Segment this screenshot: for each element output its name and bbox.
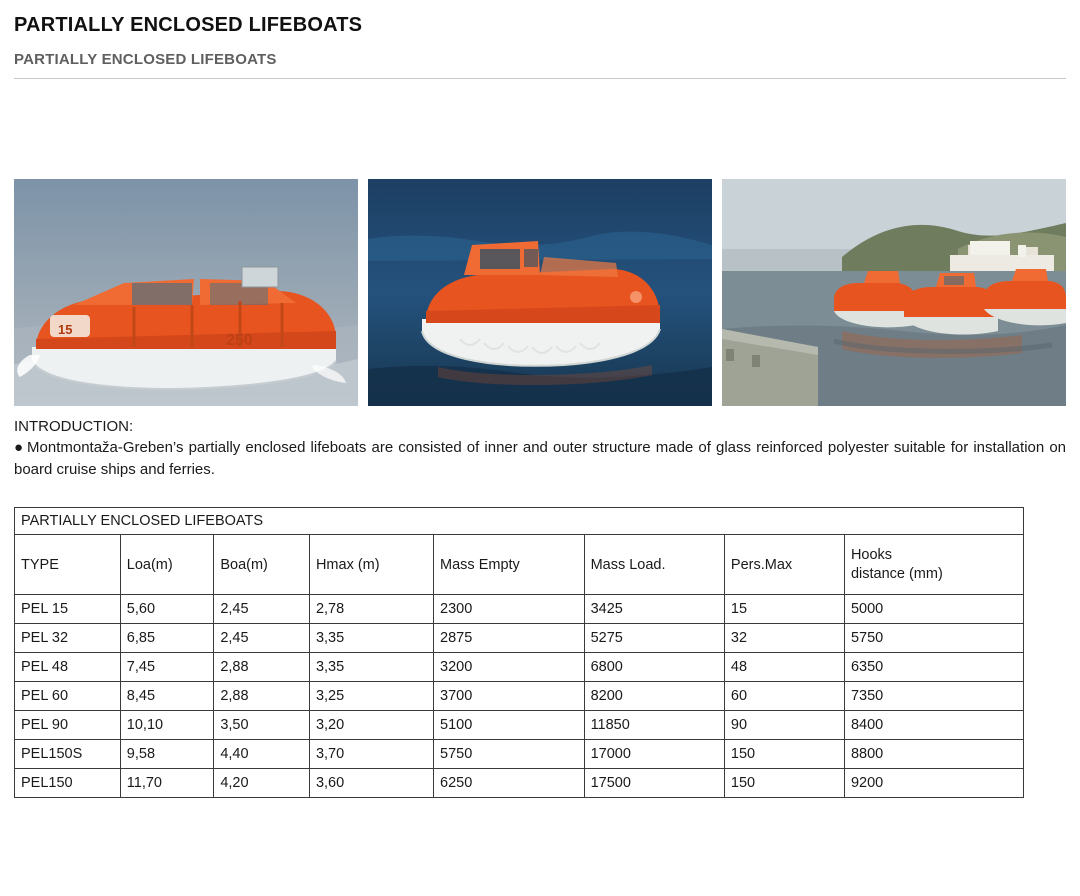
- cell-pers-max: 15: [724, 595, 844, 624]
- cell-loa: 11,70: [120, 769, 214, 798]
- cell-hmax: 2,78: [309, 595, 433, 624]
- cell-loa: 10,10: [120, 711, 214, 740]
- cell-loa: 9,58: [120, 740, 214, 769]
- table-header-row: [15, 535, 1024, 595]
- cell-boa: 3,50: [214, 711, 310, 740]
- photo-gallery: [14, 179, 1066, 406]
- cell-pers-max: 48: [724, 653, 844, 682]
- cell-hooks-distance: 6350: [844, 653, 1023, 682]
- cell-hmax: 3,35: [309, 624, 433, 653]
- cell-mass-empty: 2300: [434, 595, 585, 624]
- cell-mass-load: 17500: [584, 769, 724, 798]
- bullet-icon: ●: [14, 439, 25, 456]
- lifeboat-photo-floating: [368, 179, 712, 406]
- introduction-paragraph: Montmontaža-Greben’s partially enclosed lifeboats are consisted of inner and outer structure made of glass reinforced polyester suitable for installation on board cruise ships and ferries.: [14, 439, 1067, 478]
- introduction-label: INTRODUCTION:: [14, 418, 134, 435]
- introduction-text: [14, 437, 1066, 481]
- column-header-hooks-line1: Hooks: [850, 546, 893, 563]
- cell-hmax: 3,25: [309, 682, 433, 711]
- cell-loa: 6,85: [120, 624, 214, 653]
- table-row: [15, 595, 1024, 624]
- table-row: [15, 740, 1024, 769]
- cell-loa: 7,45: [120, 653, 214, 682]
- cell-mass-load: 17000: [584, 740, 724, 769]
- column-header-mass-load: Mass Load.: [584, 535, 724, 595]
- column-header-mass-empty: Mass Empty: [434, 535, 585, 595]
- cell-pers-max: 90: [724, 711, 844, 740]
- svg-text:15: 15: [58, 322, 73, 337]
- cell-hmax: 3,70: [309, 740, 433, 769]
- table-row: [15, 653, 1024, 682]
- lifeboat-photo-harbour: [722, 179, 1066, 406]
- cell-hooks-distance: 9200: [844, 769, 1023, 798]
- column-header-pers-max: Pers.Max: [724, 535, 844, 595]
- cell-boa: 4,20: [214, 769, 310, 798]
- table-row: [15, 624, 1024, 653]
- cell-boa: 2,88: [214, 653, 310, 682]
- specifications-table: [14, 507, 1024, 798]
- table-caption-row: [15, 508, 1024, 535]
- cell-mass-empty: 3700: [434, 682, 585, 711]
- cell-hmax: 3,60: [309, 769, 433, 798]
- cell-mass-load: 8200: [584, 682, 724, 711]
- cell-hooks-distance: 5000: [844, 595, 1023, 624]
- page-subtitle: PARTIALLY ENCLOSED LIFEBOATS: [14, 51, 277, 68]
- cell-mass-load: 6800: [584, 653, 724, 682]
- cell-type: PEL150S: [15, 740, 121, 769]
- table-row: [15, 682, 1024, 711]
- cell-mass-empty: 5100: [434, 711, 585, 740]
- svg-text:250: 250: [226, 332, 253, 349]
- cell-pers-max: 150: [724, 769, 844, 798]
- cell-mass-load: 3425: [584, 595, 724, 624]
- cell-boa: 2,88: [214, 682, 310, 711]
- table-caption: PARTIALLY ENCLOSED LIFEBOATS: [15, 508, 1024, 535]
- column-header-hooks-line2: distance (mm): [850, 565, 943, 582]
- cell-boa: 4,40: [214, 740, 310, 769]
- page-title: PARTIALLY ENCLOSED LIFEBOATS: [14, 14, 363, 36]
- cell-type: PEL 90: [15, 711, 121, 740]
- cell-type: PEL 32: [15, 624, 121, 653]
- cell-pers-max: 32: [724, 624, 844, 653]
- cell-mass-load: 5275: [584, 624, 724, 653]
- cell-hooks-distance: 7350: [844, 682, 1023, 711]
- cell-hooks-distance: 5750: [844, 624, 1023, 653]
- cell-type: PEL 15: [15, 595, 121, 624]
- cell-pers-max: 150: [724, 740, 844, 769]
- column-header-boa: Boa(m): [214, 535, 310, 595]
- column-header-hmax: Hmax (m): [309, 535, 433, 595]
- cell-boa: 2,45: [214, 624, 310, 653]
- cell-loa: 8,45: [120, 682, 214, 711]
- cell-hmax: 3,20: [309, 711, 433, 740]
- cell-mass-load: 11850: [584, 711, 724, 740]
- cell-mass-empty: 6250: [434, 769, 585, 798]
- column-header-type: TYPE: [15, 535, 121, 595]
- lifeboat-photo-underway: [14, 179, 358, 406]
- cell-hooks-distance: 8400: [844, 711, 1023, 740]
- header-divider: [14, 78, 1066, 79]
- cell-loa: 5,60: [120, 595, 214, 624]
- cell-boa: 2,45: [214, 595, 310, 624]
- cell-type: PEL 48: [15, 653, 121, 682]
- cell-pers-max: 60: [724, 682, 844, 711]
- table-row: [15, 769, 1024, 798]
- cell-hmax: 3,35: [309, 653, 433, 682]
- cell-type: PEL 60: [15, 682, 121, 711]
- column-header-loa: Loa(m): [120, 535, 214, 595]
- cell-mass-empty: 2875: [434, 624, 585, 653]
- cell-mass-empty: 5750: [434, 740, 585, 769]
- table-row: [15, 711, 1024, 740]
- column-header-hooks-distance: [844, 535, 1023, 595]
- cell-mass-empty: 3200: [434, 653, 585, 682]
- cell-type: PEL150: [15, 769, 121, 798]
- cell-hooks-distance: 8800: [844, 740, 1023, 769]
